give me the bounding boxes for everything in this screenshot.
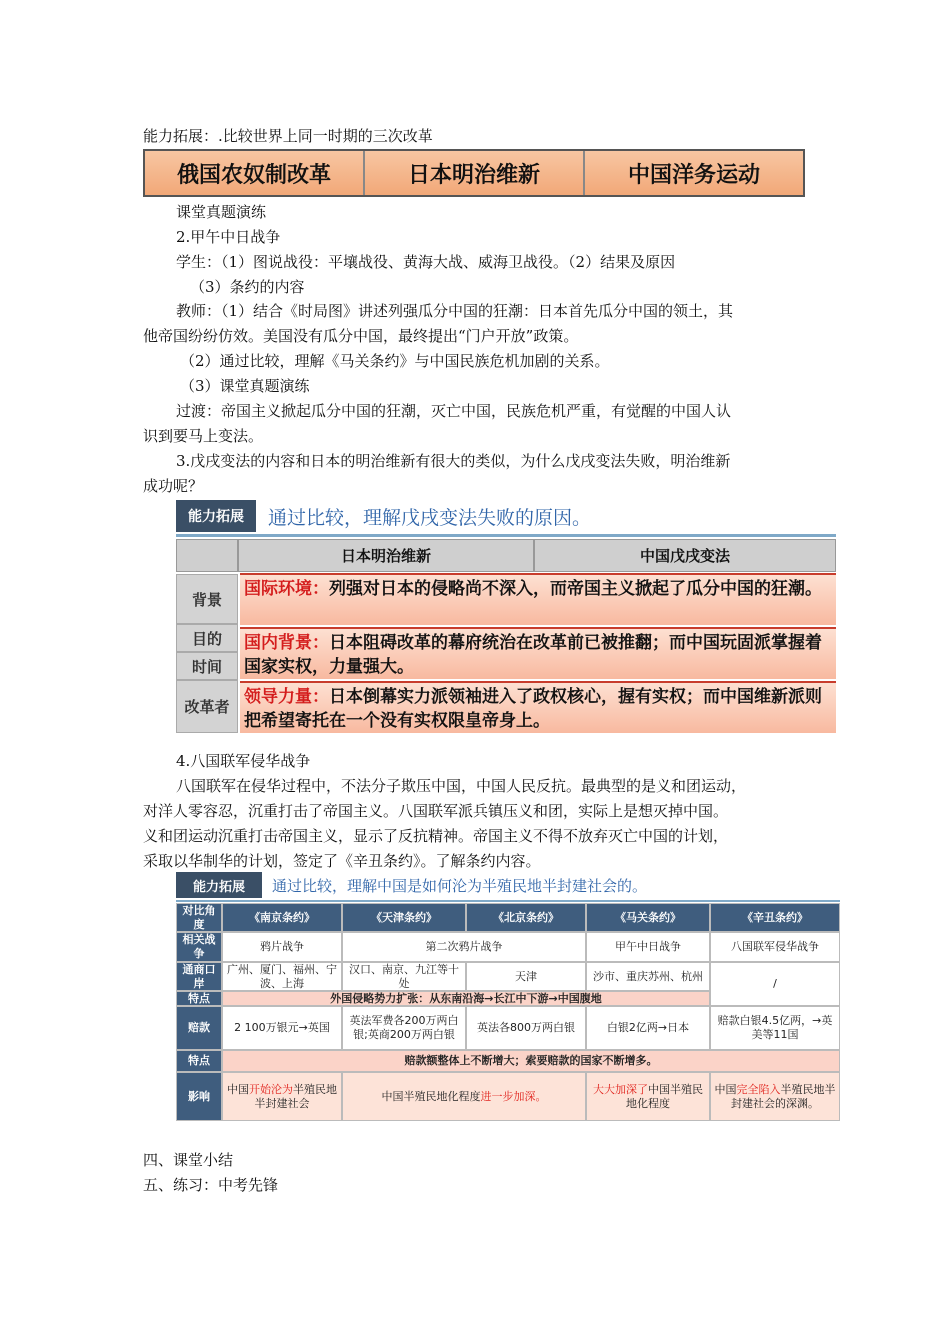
text-line: 学生：（1）图说战役：平壤战役、黄海大战、威海卫战役。（2）结果及原因 (176, 253, 676, 271)
text-line: 对洋人零容忍，沉重打击了帝国主义。八国联军派兵镇压义和团，实际上是想灭掉中国。 (143, 802, 729, 820)
reform-china: 中国洋务运动 (627, 162, 760, 188)
impact-pre: 中国 (714, 1082, 737, 1096)
treaty-tianjin: 《天津条约》 (342, 903, 466, 932)
text-line: 义和团运动沉重打击帝国主义，显示了反抗精神。帝国主义不得不放弃灭亡中国的计划， (143, 827, 729, 845)
corner-cell (176, 539, 238, 572)
badge: 能力拓展 (176, 872, 262, 898)
label-reformer: 改革者 (176, 680, 238, 733)
war-cell: 八国联军侵华战争 (710, 932, 840, 962)
row-text: 日本倒幕实力派领袖进入了政权核心，握有实权；而中国维新派则把希望寄托在一个没有实权限皇帝身上。 (244, 687, 822, 731)
text-line: （3）条约的内容 (190, 278, 305, 296)
row-key: 国际环境： (244, 579, 329, 599)
text-line: 2.甲午中日战争 (176, 228, 281, 246)
treaty-xinchou: 《辛丑条约》 (710, 903, 840, 932)
corner-label: 对比角度 (176, 903, 222, 932)
impact-highlight: 完全陷入 (736, 1082, 781, 1096)
port-cell: / (710, 962, 840, 1006)
text-line: 教师：（1）结合《时局图》讲述列强瓜分中国的狂潮：日本首先瓜分中国的领土，其 (176, 302, 734, 320)
text-line: （2）通过比较，理解《马关条约》与中国民族危机加剧的关系。 (180, 352, 610, 370)
row-leadership (240, 681, 836, 733)
row-domestic (240, 627, 836, 679)
label-background: 背景 (176, 574, 238, 624)
slide2-title: 通过比较，理解中国是如何沦为半殖民地半封建社会的。 (272, 876, 648, 895)
reform-japan: 日本明治维新 (365, 151, 585, 195)
text-line: 课堂真题演练 (176, 203, 267, 221)
label-war: 相关战争 (176, 932, 222, 962)
reform-comparison-table (143, 149, 805, 197)
text-line: 3.戊戌变法的内容和日本的明治维新有很大的类似，为什么戊戌变法失败，明治维新 (176, 452, 731, 470)
row-international (240, 573, 836, 625)
impact-post: 半殖民地半封建社会 (254, 1082, 337, 1110)
reform-russia: 俄国农奴制改革 (145, 151, 365, 195)
indemnity-cell: 赔款白银4.5亿两，→英美等11国 (710, 1006, 840, 1050)
label-feature: 特点 (176, 1050, 222, 1072)
impact-cell (586, 1072, 710, 1121)
badge: 能力拓展 (176, 500, 256, 532)
impact-cell (710, 1072, 840, 1121)
summary-heading: 四、课堂小结 (143, 1151, 234, 1169)
impact-highlight: 开始沦为 (249, 1082, 293, 1096)
text-line: （3）课堂真题演练 (180, 377, 310, 395)
impact-pre: 中国 (227, 1082, 249, 1096)
label-time: 时间 (176, 652, 238, 680)
exercise-heading: 五、练习：中考先锋 (143, 1176, 279, 1194)
text-line: 八国联军在侵华过程中，不法分子欺压中国，中国人民反抗。最典型的是义和团运动， (176, 777, 747, 795)
indemnity-cell: 英法各800万两白银 (466, 1006, 586, 1050)
feature-expansion: 外国侵略势力扩张：从东南沿海→长江中下游→中国腹地 (222, 991, 710, 1006)
impact-post: 半殖民地半封建社会的深渊。 (731, 1082, 836, 1110)
text-line: 成功呢？ (143, 477, 204, 495)
port-cell: 沙市、重庆苏州、杭州 (586, 962, 710, 991)
text-line: 识到要马上变法。 (143, 427, 264, 445)
port-cell: 广州、厦门、福州、宁波、上海 (222, 962, 342, 991)
text-line: 他帝国纷纷仿效。美国没有瓜分中国，最终提出“门户开放”政策。 (143, 327, 579, 345)
meiji-vs-wuxu-table (176, 539, 836, 733)
label-indemnity: 赔款 (176, 1006, 222, 1050)
text-line: 过渡：帝国主义掀起瓜分中国的狂潮，灭亡中国，民族危机严重，有觉醒的中国人认 (176, 402, 732, 420)
slide2-banner (176, 872, 840, 902)
port-cell: 天津 (466, 962, 586, 991)
section4-title: 4.八国联军侵华战争 (176, 752, 311, 770)
war-cell: 鸦片战争 (222, 932, 342, 962)
treaty-comparison-table (176, 903, 840, 1121)
impact-post: 中国半殖民地化程度 (626, 1082, 703, 1110)
row-key: 国内背景： (244, 633, 329, 653)
war-cell: 第二次鸦片战争 (342, 932, 586, 962)
text-line: 采取以华制华的计划，签定了《辛丑条约》。了解条约内容。 (143, 852, 541, 870)
indemnity-cell: 英法军费各200万两白银;英商200万两白银 (342, 1006, 466, 1050)
indemnity-cell: 白银2亿两→日本 (586, 1006, 710, 1050)
war-cell: 甲午中日战争 (586, 932, 710, 962)
header-meiji: 日本明治维新 (238, 539, 534, 572)
impact-pre: 中国半殖民地化程度 (381, 1089, 481, 1103)
indemnity-cell: 2 100万银元→英国 (222, 1006, 342, 1050)
impact-cell (222, 1072, 342, 1121)
impact-cell (342, 1072, 586, 1121)
port-cell: 汉口、南京、九江等十处 (342, 962, 466, 991)
feature-indemnity: 赔款额整体上不断增大；索要赔款的国家不断增多。 (222, 1050, 840, 1072)
label-impact: 影响 (176, 1072, 222, 1121)
row-text: 列强对日本的侵略尚不深入，而帝国主义掀起了瓜分中国的狂潮。 (329, 579, 822, 599)
section-heading: 能力拓展：.比较世界上同一时期的三次改革 (143, 127, 433, 145)
slide1-banner (176, 500, 836, 537)
label-purpose: 目的 (176, 624, 238, 652)
treaty-maguan: 《马关条约》 (586, 903, 710, 932)
header-wuxu: 中国戊戌变法 (534, 539, 836, 572)
label-ports: 通商口岸 (176, 962, 222, 991)
row-key: 领导力量： (244, 687, 329, 707)
impact-highlight: 大大加深了 (593, 1082, 648, 1096)
treaty-beijing: 《北京条约》 (466, 903, 586, 932)
row-text: 日本阻碍改革的幕府统治在改革前已被推翻；而中国玩固派掌握着国家实权，力量强大。 (244, 633, 822, 677)
slide1-title: 通过比较，理解戊戌变法失败的原因。 (268, 506, 592, 529)
impact-highlight: 进一步加深。 (480, 1089, 547, 1103)
label-feature: 特点 (176, 991, 222, 1006)
treaty-nanjing: 《南京条约》 (222, 903, 342, 932)
